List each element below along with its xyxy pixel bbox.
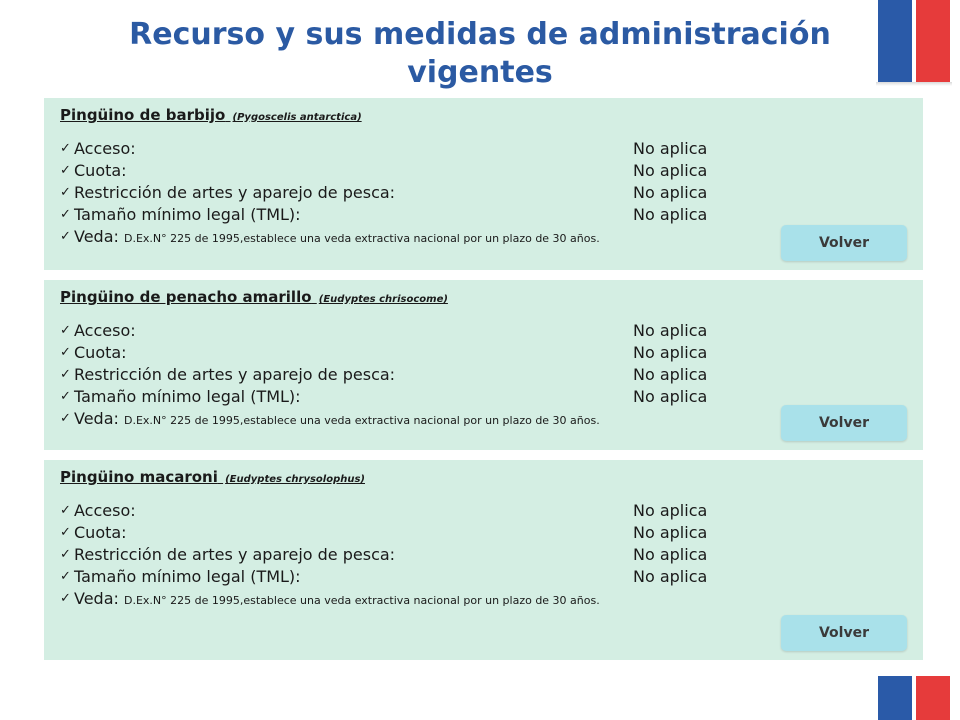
measure-value: No aplica bbox=[633, 387, 708, 406]
flag-blue-stripe bbox=[878, 676, 912, 720]
checkmark-icon: ✓ bbox=[60, 569, 71, 584]
measure-row-restriccion bbox=[60, 364, 909, 386]
measure-value: No aplica bbox=[633, 321, 708, 340]
measure-value: No aplica bbox=[633, 161, 708, 180]
species-scientific-name: (Pygoscelis antarctica) bbox=[232, 112, 362, 123]
checkmark-icon: ✓ bbox=[60, 323, 71, 338]
measure-value: No aplica bbox=[633, 343, 708, 362]
flag-red-stripe bbox=[916, 0, 950, 82]
measure-row-tml bbox=[60, 204, 909, 226]
checkmark-icon: ✓ bbox=[60, 141, 71, 156]
checkmark-icon: ✓ bbox=[60, 185, 71, 200]
measure-label: Cuota: bbox=[74, 161, 127, 180]
measure-row-cuota bbox=[60, 342, 909, 364]
measure-value: No aplica bbox=[633, 365, 708, 384]
veda-text: D.Ex.N° 225 de 1995,establece una veda extractiva nacional por un plazo de 30 años. bbox=[124, 414, 600, 427]
veda-label: Veda: bbox=[74, 409, 119, 428]
volver-button[interactable]: Volver bbox=[781, 615, 907, 651]
species-scientific-name: (Eudyptes chrisocome) bbox=[318, 294, 448, 305]
measure-value: No aplica bbox=[633, 501, 708, 520]
checkmark-icon: ✓ bbox=[60, 547, 71, 562]
measure-label: Tamaño mínimo legal (TML): bbox=[74, 205, 301, 224]
measure-value: No aplica bbox=[633, 139, 708, 158]
checkmark-icon: ✓ bbox=[60, 345, 71, 360]
measure-row-tml bbox=[60, 566, 909, 588]
veda-label: Veda: bbox=[74, 227, 119, 246]
measure-row-veda bbox=[60, 588, 909, 610]
measure-label: Acceso: bbox=[74, 501, 136, 520]
measure-row-tml bbox=[60, 386, 909, 408]
species-card-macaroni bbox=[44, 460, 923, 660]
flag-logo-top bbox=[878, 0, 950, 82]
measure-value: No aplica bbox=[633, 523, 708, 542]
species-name: Pingüino macaroni bbox=[60, 468, 218, 486]
measure-label: Restricción de artes y aparejo de pesca: bbox=[74, 365, 396, 384]
measure-row-restriccion bbox=[60, 544, 909, 566]
measure-row-acceso bbox=[60, 320, 909, 342]
checkmark-icon: ✓ bbox=[60, 389, 71, 404]
checkmark-icon: ✓ bbox=[60, 229, 71, 244]
checkmark-icon: ✓ bbox=[60, 163, 71, 178]
checkmark-icon: ✓ bbox=[60, 525, 71, 540]
checkmark-icon: ✓ bbox=[60, 503, 71, 518]
veda-label: Veda: bbox=[74, 589, 119, 608]
measure-value: No aplica bbox=[633, 545, 708, 564]
page-title: Recurso y sus medidas de administración vigentes bbox=[129, 17, 831, 90]
measure-row-cuota bbox=[60, 160, 909, 182]
measure-value: No aplica bbox=[633, 205, 708, 224]
species-card-penacho-amarillo bbox=[44, 280, 923, 450]
measure-label: Acceso: bbox=[74, 321, 136, 340]
measure-label: Tamaño mínimo legal (TML): bbox=[74, 387, 301, 406]
measure-label: Restricción de artes y aparejo de pesca: bbox=[74, 545, 396, 564]
veda-text: D.Ex.N° 225 de 1995,establece una veda extractiva nacional por un plazo de 30 años. bbox=[124, 232, 600, 245]
species-heading bbox=[60, 468, 909, 486]
measure-row-acceso bbox=[60, 138, 909, 160]
flag-logo-bottom bbox=[878, 676, 950, 720]
checkmark-icon: ✓ bbox=[60, 591, 71, 606]
checkmark-icon: ✓ bbox=[60, 207, 71, 222]
measure-label: Restricción de artes y aparejo de pesca: bbox=[74, 183, 396, 202]
species-heading bbox=[60, 288, 909, 306]
checkmark-icon: ✓ bbox=[60, 411, 71, 426]
measure-label: Cuota: bbox=[74, 343, 127, 362]
species-name: Pingüino de barbijo bbox=[60, 106, 226, 124]
measure-row-acceso bbox=[60, 500, 909, 522]
checkmark-icon: ✓ bbox=[60, 367, 71, 382]
species-scientific-name: (Eudyptes chrysolophus) bbox=[225, 474, 365, 485]
measure-value: No aplica bbox=[633, 183, 708, 202]
measure-row-restriccion bbox=[60, 182, 909, 204]
flag-red-stripe bbox=[916, 676, 950, 720]
flag-blue-stripe bbox=[878, 0, 912, 82]
species-name: Pingüino de penacho amarillo bbox=[60, 288, 312, 306]
measure-label: Cuota: bbox=[74, 523, 127, 542]
measure-row-cuota bbox=[60, 522, 909, 544]
measure-label: Tamaño mínimo legal (TML): bbox=[74, 567, 301, 586]
veda-text: D.Ex.N° 225 de 1995,establece una veda extractiva nacional por un plazo de 30 años. bbox=[124, 594, 600, 607]
volver-button[interactable]: Volver bbox=[781, 405, 907, 441]
measure-value: No aplica bbox=[633, 567, 708, 586]
species-card-barbijo bbox=[44, 98, 923, 270]
measure-label: Acceso: bbox=[74, 139, 136, 158]
volver-button[interactable]: Volver bbox=[781, 225, 907, 261]
species-heading bbox=[60, 106, 909, 124]
